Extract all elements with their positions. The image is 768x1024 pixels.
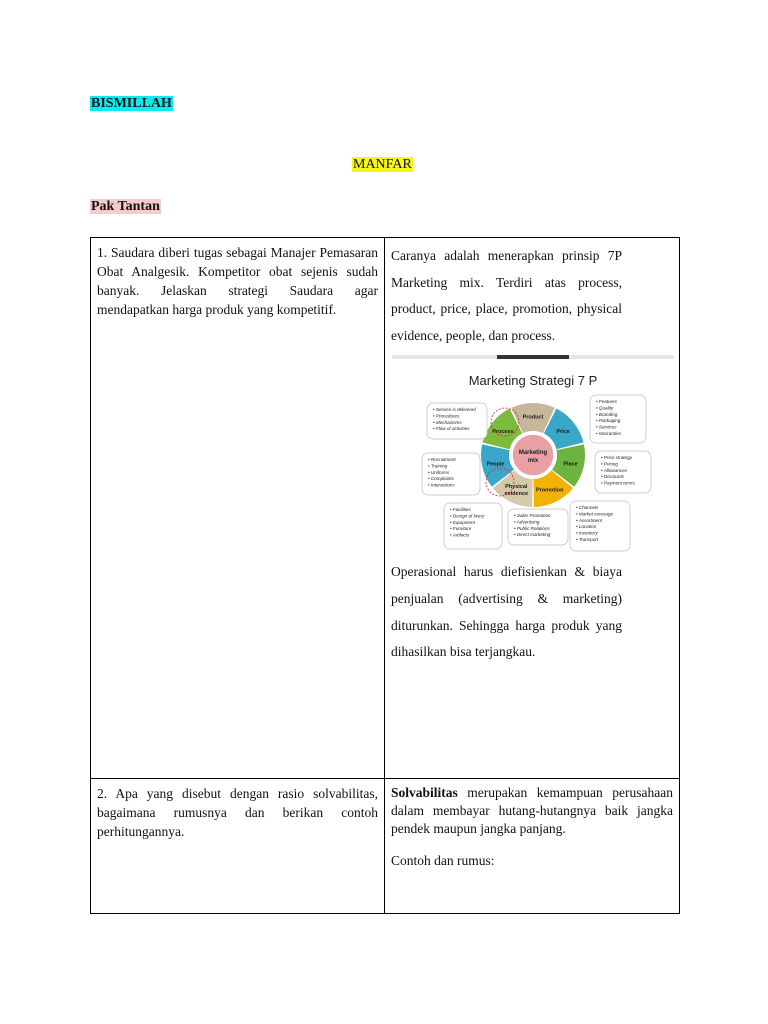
diagram-box-physical <box>444 503 502 549</box>
diagram-box-item: • Inventory <box>576 530 598 536</box>
wheel-segment-label: Process <box>492 429 514 436</box>
diagram-box-item: • Payment terms <box>601 480 635 486</box>
diagram-box-item: • Uniforms <box>428 470 450 476</box>
diagram-box-item: • Discounts <box>601 474 625 480</box>
question-text: 1. Saudara diberi tugas sebagai Manajer Pemasaran Obat Analgesik. Kompetitor obat sejenis sudah banyak. Jelaskan strategi Saudara agar mendapatkan harga produk yang kompetitif. <box>97 245 378 317</box>
diagram-box-item: • Branding <box>596 412 618 418</box>
diagram-box-item: • Equipment <box>450 520 475 526</box>
diagram-box-item: • Artifacts <box>450 532 470 538</box>
wheel-segment-label: evidence <box>504 491 529 498</box>
answer-intro: Caranya adalah menerapkan prinsip 7P Marketing mix. Terdiri atas process, product, price, place, promotion, physical evidence, people, dan process. <box>391 248 622 343</box>
wheel-segment-label: Physical <box>505 484 528 491</box>
marketing-7p-diagram <box>392 355 674 553</box>
diagram-box-item: • Furniture <box>450 526 472 532</box>
diagram-box-item: • Design of livery <box>450 513 485 519</box>
table-row <box>91 238 680 779</box>
diagram-box-item: • Assortment <box>576 518 602 524</box>
question-cell <box>91 238 385 779</box>
header-bismillah <box>90 94 173 112</box>
diagram-box-process <box>427 403 487 439</box>
answer-cell <box>385 238 680 779</box>
qa-table <box>90 237 680 914</box>
diagram-box-item: • Public Relations <box>514 526 550 532</box>
diagram-box-item: • Features <box>596 399 618 405</box>
wheel-segment-label: Price <box>556 429 570 436</box>
diagram-box-item: • Recruitment <box>428 457 456 463</box>
diagram-box-item: • Service is delivered <box>433 407 476 413</box>
answer-example: Contoh dan rumus: <box>391 853 495 868</box>
diagram-box-item: • Services <box>596 424 617 430</box>
diagram-title: Marketing Strategi 7 P <box>468 373 598 389</box>
wheel-segment-label: Promotion <box>535 488 564 495</box>
diagram-box-item: • Training <box>428 463 448 469</box>
diagram-box-item: • Market coverage <box>576 511 614 517</box>
diagram-box-item: • Interactions <box>428 482 455 488</box>
answer-definition <box>391 784 673 838</box>
table-row <box>91 779 680 914</box>
diagram-box-item: • Quality <box>596 405 614 411</box>
diagram-box-item: • Warranties <box>596 431 622 437</box>
diagram-box-people <box>422 453 480 495</box>
diagram-box-item: • Channels <box>576 505 599 511</box>
diagram-box-item: • Advertising <box>514 519 540 525</box>
question-text: 2. Apa yang disebut dengan rasio solvabilitas, bagaimana rumusnya dan berikan contoh perhitungannya. <box>97 786 378 839</box>
diagram-box-item: • Allowances <box>601 468 627 474</box>
manfar-text: MANFAR <box>353 157 412 172</box>
lecturer-text: Pak Tantan <box>91 199 160 214</box>
diagram-box-item: • Price strategy <box>601 455 632 461</box>
header-manfar <box>352 155 413 173</box>
answer-cell <box>385 779 680 914</box>
diagram-box-item: • Mechanisms <box>433 420 462 426</box>
diagram-box-price <box>595 451 651 493</box>
header-lecturer <box>90 197 161 215</box>
wheel-segment-label: People <box>486 461 505 468</box>
answer-conclusion: Operasional harus diefisienkan & biaya penjualan (advertising & marketing) diturunkan. Sehingga harga produk yang dihasilkan bisa terjangkau. <box>391 564 622 660</box>
answer-bold-term: Solvabilitas <box>391 785 458 800</box>
diagram-box-item: • Procedures <box>433 413 460 419</box>
answer-definition-rest: merupakan kemampuan perusahaan dalam membayar hutang-hutangnya baik jangka pendek maupun jangka panjang. <box>391 785 673 836</box>
wheel-center-label: mix <box>527 458 539 465</box>
diagram-box-place <box>570 501 630 551</box>
diagram-box-item: • Pricing <box>601 461 618 467</box>
diagram-box-promotion <box>508 509 568 545</box>
wheel-segment-label: Place <box>563 461 578 468</box>
diagram-box-item: • Complaints <box>428 476 454 482</box>
diagram-box-item: • Sales Promotion <box>514 513 551 519</box>
bismillah-text: BISMILLAH <box>91 96 172 111</box>
diagram-box-product <box>590 395 646 443</box>
diagram-box-item: • Location <box>576 524 597 530</box>
diagram-box-item: • Transport <box>576 537 599 543</box>
diagram-box-item: • Direct marketing <box>514 532 551 538</box>
diagram-box-item: • Flow of activities <box>433 426 470 432</box>
question-cell <box>91 779 385 914</box>
wheel-center-label: Marketing <box>518 450 548 457</box>
diagram-box-item: • Facilities <box>450 507 471 513</box>
wheel-segment-label: Product <box>522 414 544 421</box>
diagram-box-item: • Packaging <box>596 418 621 424</box>
